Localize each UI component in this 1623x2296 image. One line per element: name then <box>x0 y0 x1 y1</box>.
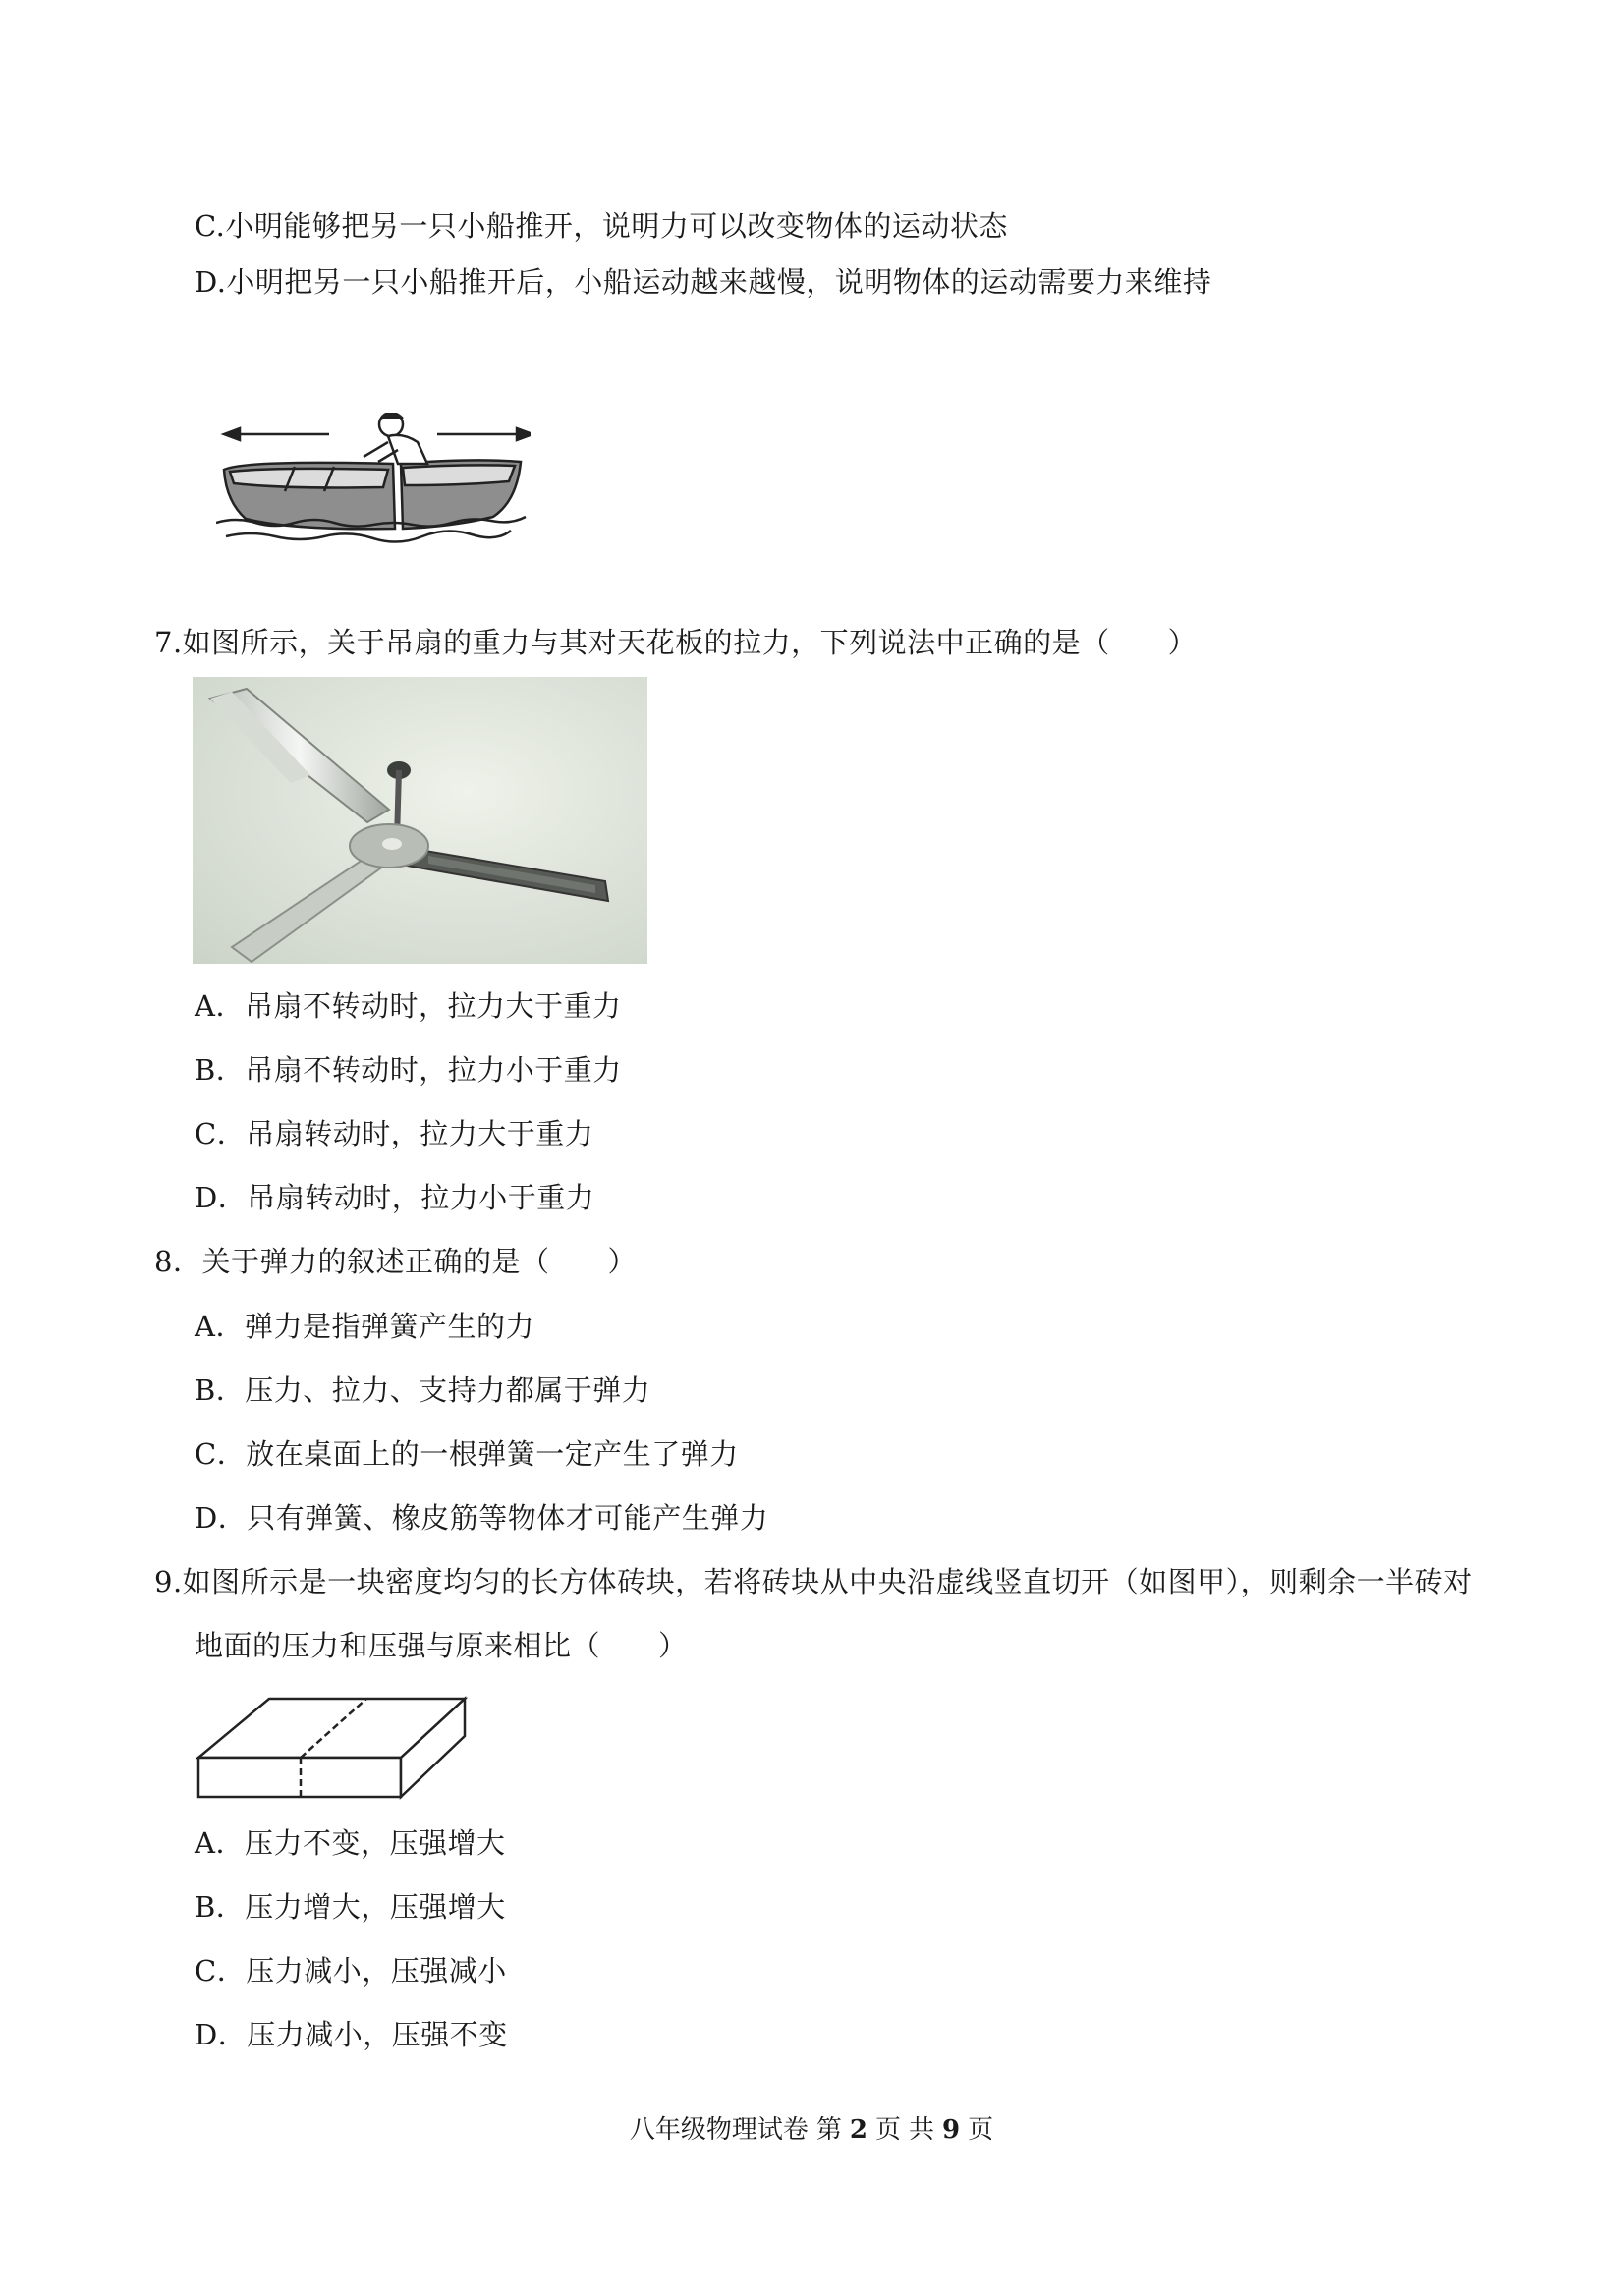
footer-total-unit: 页 <box>968 2115 994 2145</box>
boat-figure <box>216 413 531 550</box>
q7-option-d: D．吊扇转动时，拉力小于重力 <box>195 1181 595 1214</box>
page-footer <box>0 2112 1623 2148</box>
brick-figure <box>195 1695 475 1803</box>
q6-option-d: D.小明把另一只小船推开后，小船运动越来越慢，说明物体的运动需要力来维持 <box>195 265 1212 299</box>
footer-total-label: 共 <box>909 2115 935 2145</box>
q9-option-c: C．压力减小，压强减小 <box>195 1954 507 1988</box>
ceiling-fan-photo <box>193 677 647 964</box>
q8-option-b: B．压力、拉力、支持力都属于弹力 <box>195 1373 651 1407</box>
q6-option-c: C.小明能够把另一只小船推开，说明力可以改变物体的运动状态 <box>195 209 1008 243</box>
q7-option-a: A．吊扇不转动时，拉力大于重力 <box>195 989 622 1023</box>
footer-total-number: 9 <box>942 2115 961 2145</box>
q8-option-a: A．弹力是指弹簧产生的力 <box>195 1310 534 1343</box>
q8-option-c: C．放在桌面上的一根弹簧一定产生了弹力 <box>195 1437 739 1471</box>
q9-stem-line2: 地面的压力和压强与原来相比（ ） <box>195 1629 688 1662</box>
q9-stem-line1: 9.如图所示是一块密度均匀的长方体砖块，若将砖块从中央沿虚线竖直切开（如图甲），则剩余一半砖对 <box>154 1565 1473 1598</box>
q9-option-b: B．压力增大，压强增大 <box>195 1890 506 1924</box>
q9-option-d: D．压力减小，压强不变 <box>195 2018 508 2051</box>
q8-option-d: D．只有弹簧、橡皮筋等物体才可能产生弹力 <box>195 1501 769 1535</box>
footer-page-label: 第 <box>815 2115 842 2145</box>
q9-option-a: A．压力不变，压强增大 <box>195 1826 506 1860</box>
footer-page-unit: 页 <box>874 2115 901 2145</box>
q8-stem: 8．关于弹力的叙述正确的是（ ） <box>154 1245 637 1278</box>
q7-stem: 7.如图所示，关于吊扇的重力与其对天花板的拉力，下列说法中正确的是（ ） <box>154 626 1198 659</box>
footer-title: 八年级物理试卷 <box>629 2115 809 2145</box>
q7-option-b: B．吊扇不转动时，拉力小于重力 <box>195 1053 622 1087</box>
footer-page-number: 2 <box>849 2115 867 2145</box>
q7-option-c: C．吊扇转动时，拉力大于重力 <box>195 1117 594 1150</box>
